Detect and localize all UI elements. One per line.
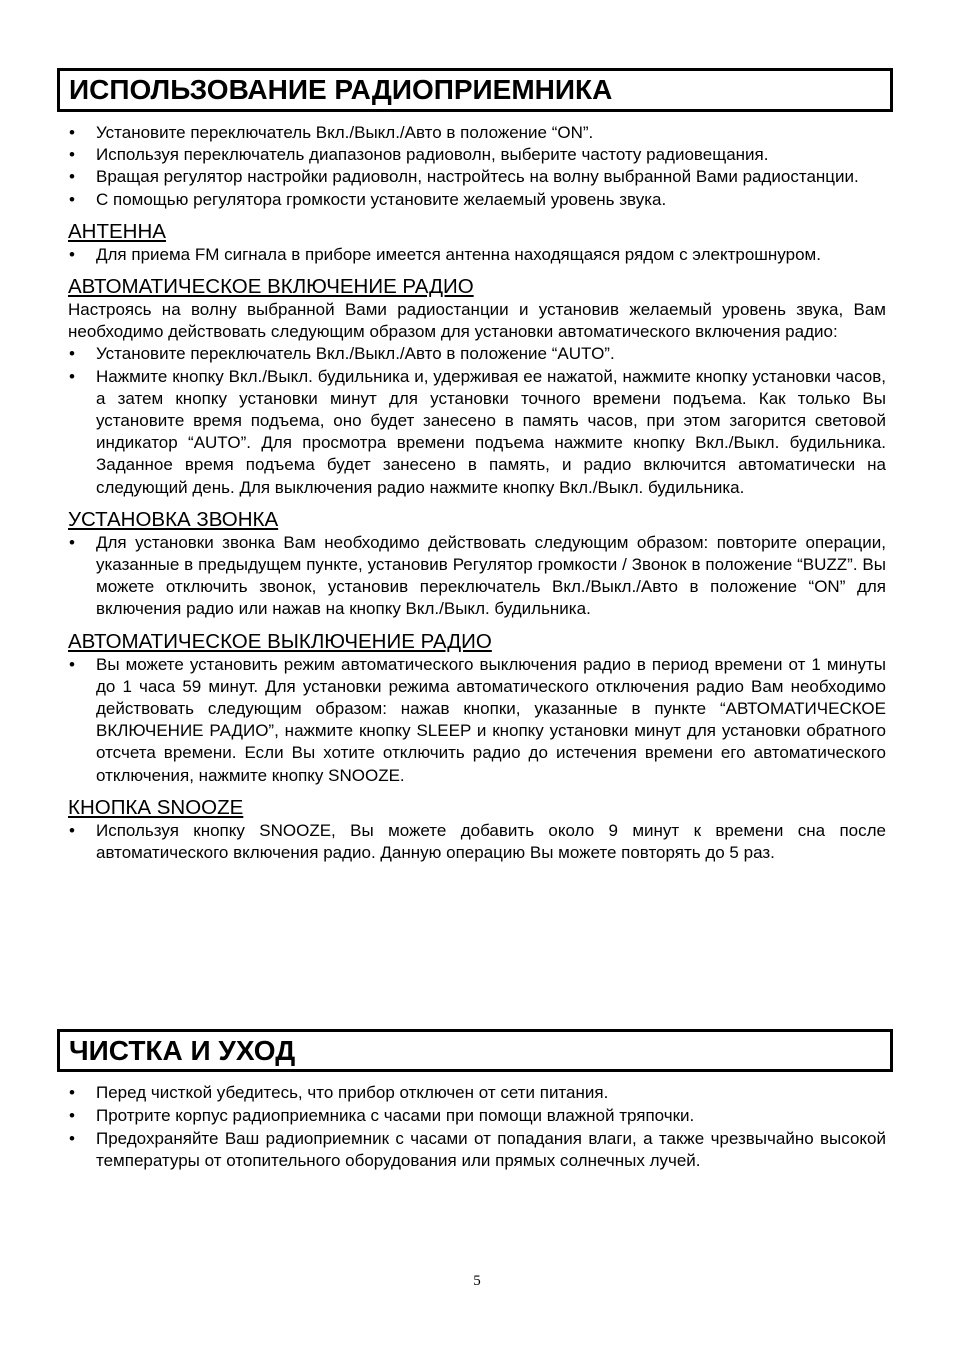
subheading-antenna: АНТЕННА xyxy=(68,219,166,243)
list-item: • Установите переключатель Вкл./Выкл./Авто в положение “ON”. xyxy=(68,122,886,144)
list-item: • Перед чисткой убедитесь, что прибор отключен от сети питания. xyxy=(68,1082,886,1105)
radio-usage-list xyxy=(68,122,886,211)
list-item: • Установите переключатель Вкл./Выкл./Авто в положение “AUTO”. xyxy=(68,343,886,365)
auto-on-intro: Настроясь на волну выбранной Вами радиостанции и установив желаемый уровень звука, Вам необходимо действовать следующим образом для установки автоматического включения радио: xyxy=(68,300,886,342)
list-item: • Используя переключатель диапазонов радиоволн, выберите частоту радиовещания. xyxy=(68,144,886,166)
list-item: • С помощью регулятора громкости установите желаемый уровень звука. xyxy=(68,189,886,211)
list-item: • Предохраняйте Ваш радиоприемник с часами от попадания влаги, а также чрезвычайно высокой температуры от отопительного оборудования или прямых солнечных лучей. xyxy=(68,1128,886,1174)
antenna-list xyxy=(68,244,886,266)
list-item: • Для установки звонка Вам необходимо действовать следующим образом: повторите операции, указанные в предыдущем пункте, установив Регулятор громкости / Звонок в положение “BUZZ”. Вы можете отключить звонок, установив переключатель Вкл./Выкл./Авто в положение “ON” для включения радио или нажав на кнопку Вкл./Выкл. будильника. xyxy=(68,532,886,621)
list-item: • Нажмите кнопку Вкл./Выкл. будильника и, удерживая ее нажатой, нажмите кнопку установки часов, а затем кнопку установки минут для установки точного времени подъема. Как только Вы установите время подъема, оно будет занесено в память часов, при этом загорится световой индикатор “AUTO”. Для просмотра времени подъема нажмите кнопку Вкл./Выкл. будильника. Заданное время подъема будет занесено в память, и радио включится автоматически на следующий день. Для выключения радио нажмите кнопку Вкл./Выкл. будильника. xyxy=(68,366,886,499)
section-title-cleaning-text: ЧИСТКА И УХОД xyxy=(69,1035,296,1066)
subheading-auto-on: АВТОМАТИЧЕСКОЕ ВКЛЮЧЕНИЕ РАДИО xyxy=(68,275,474,299)
subheading-snooze: КНОПКА SNOOZE xyxy=(68,795,244,819)
page-number: 5 xyxy=(473,1273,481,1289)
section-title-radio-usage-text: ИСПОЛЬЗОВАНИЕ РАДИОПРИЕМНИКА xyxy=(69,74,613,105)
auto-off-list xyxy=(68,654,886,787)
list-item: • Вы можете установить режим автоматического выключения радио в период времени от 1 минуты до 1 часа 59 минут. Для установки режима автоматического отключения радио Вам необходимо действовать следующим образом: нажав кнопки, указанные в пункте “АВТОМАТИЧЕСКОЕ ВКЛЮЧЕНИЕ РАДИО”, нажмите кнопку SLEEP и кнопку установки минут для установки обратного отсчета времени. Если Вы хотите отключить радио до истечения времени его автоматического отключения, нажмите кнопку SNOOZE. xyxy=(68,654,886,787)
list-item: • Протрите корпус радиоприемника с часами при помощи влажной тряпочки. xyxy=(68,1105,886,1128)
buzzer-list xyxy=(68,532,886,621)
section-body-cleaning xyxy=(68,1082,886,1173)
snooze-list xyxy=(68,820,886,864)
subheading-auto-off: АВТОМАТИЧЕСКОЕ ВЫКЛЮЧЕНИЕ РАДИО xyxy=(68,629,492,653)
subheading-buzzer: УСТАНОВКА ЗВОНКА xyxy=(68,507,279,531)
section-title-radio-usage xyxy=(57,68,893,112)
section-title-cleaning xyxy=(57,1029,893,1072)
auto-on-list xyxy=(68,343,886,498)
list-item: • Используя кнопку SNOOZE, Вы можете добавить около 9 минут к времени сна после автоматического включения радио. Данную операцию Вы можете повторять до 5 раз. xyxy=(68,820,886,864)
cleaning-list xyxy=(68,1082,886,1173)
list-item: • Для приема FM сигнала в приборе имеется антенна находящаяся рядом с электрошнуром. xyxy=(68,244,886,266)
list-item: • Вращая регулятор настройки радиоволн, настройтесь на волну выбранной Вами радиостанции. xyxy=(68,166,886,188)
section-body-radio-usage xyxy=(68,122,886,864)
